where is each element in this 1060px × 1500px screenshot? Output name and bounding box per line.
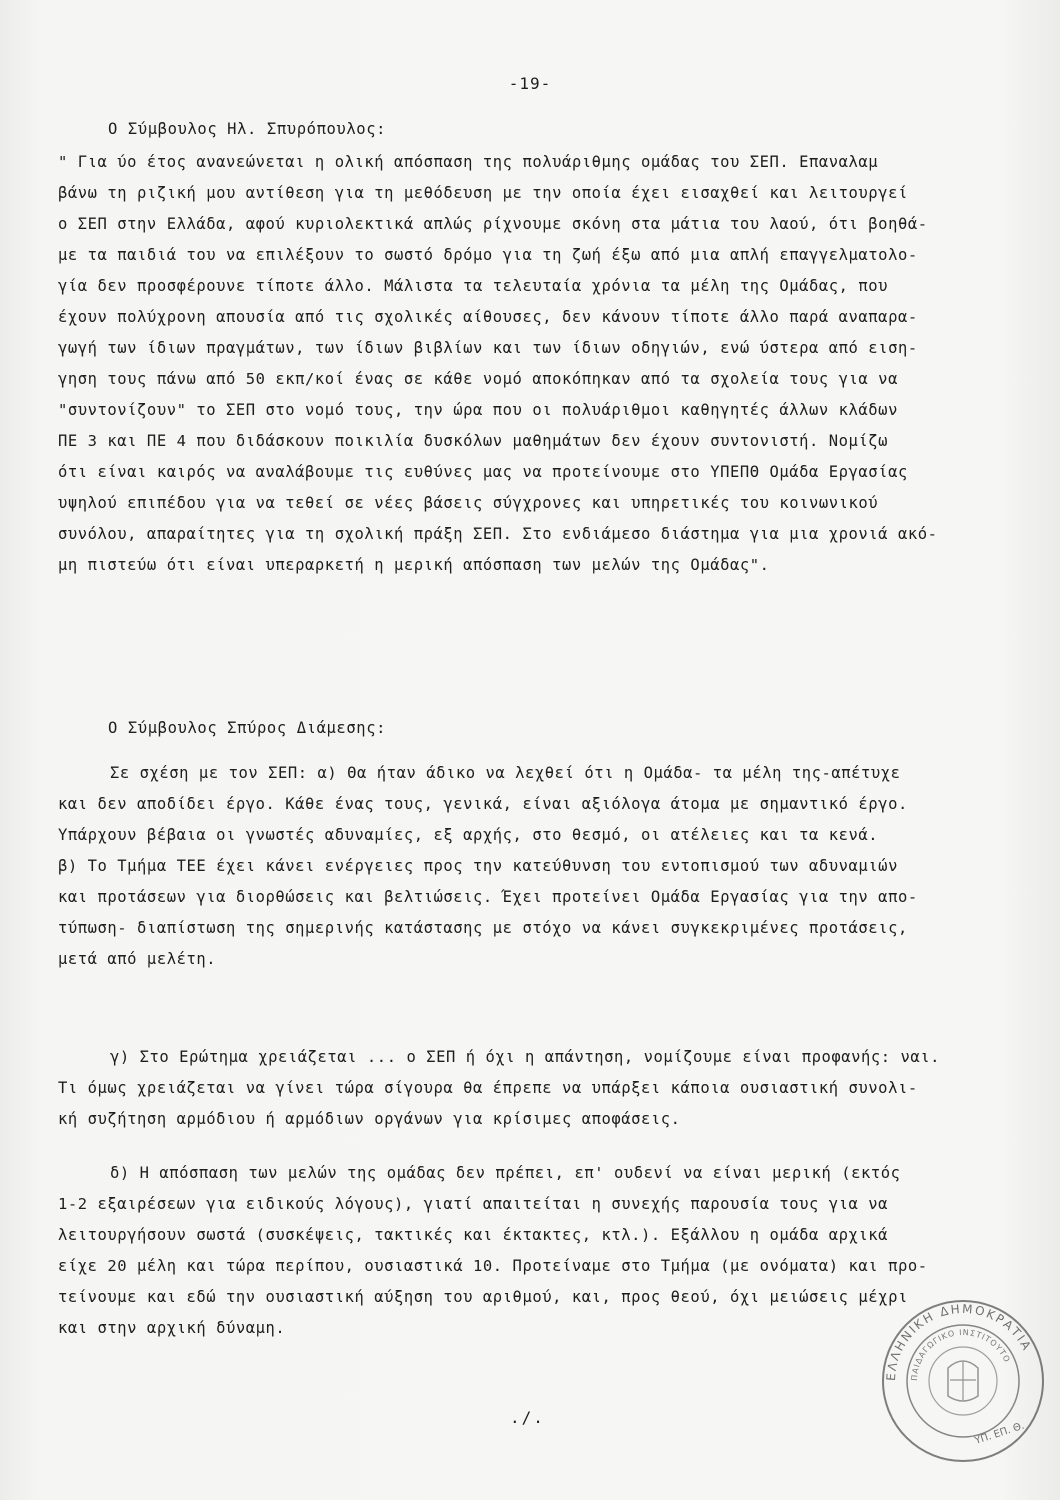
bleed-through-text bbox=[560, 128, 569, 144]
text-line: συνόλου, απαραίτητες για τη σχολική πράξη ΣΕΠ. Στο ενδιάμεσο διάστημα για μια χρονιά ακό- bbox=[58, 525, 938, 543]
text-line: γωγή των ίδιων πραγμάτων, των ίδιων βιβλίων και των ίδιων οδηγιών, ενώ ύστερα από ειση- bbox=[58, 339, 918, 357]
stamp-bottom-text: ΥΠ. ΕΠ. Θ. bbox=[973, 1420, 1026, 1447]
text-line: τύπωση- διαπίστωση της σημερινής κατάστασης με στόχο να κάνει συγκεκριμένες προτάσεις, bbox=[58, 919, 908, 937]
text-line: και δεν αποδίδει έργο. Κάθε ένας τους, γενικά, είναι αξιόλογα άτομα με σημαντικό έργο. bbox=[58, 795, 908, 813]
text-line: " Για ύο έτος ανανεώνεται η ολική απόσπαση της πολυάριθμης ομάδας του ΣΕΠ. Επαναλαμ bbox=[58, 153, 879, 171]
text-line: μη πιστεύω ότι είναι υπεραρκετή η μερική απόσπαση των μελών της Ομάδας". bbox=[58, 556, 770, 574]
text-line: ότι είναι καιρός να αναλάβουμε τις ευθύνες μας να προτείνουμε στο ΥΠΕΠΘ Ομάδα Εργασίας bbox=[58, 463, 908, 481]
text-line: και προτάσεων για διορθώσεις και βελτιώσεις. Έχει προτείνει Ομάδα Εργασίας για την απο- bbox=[58, 888, 918, 906]
text-line: μετά από μελέτη. bbox=[58, 950, 217, 968]
speaker-heading-diamesis: Ο Σύμβουλος Σπύρος Διάμεσης: bbox=[108, 719, 387, 737]
stamp-inner-text: ΠΑΙΔΑΓΩΓΙΚΟ ΙΝΣΤΙΤΟΥΤΟ bbox=[909, 1327, 1012, 1382]
page-number: -19- bbox=[508, 74, 552, 93]
speaker-heading-spyropoulos: Ο Σύμβουλος Ηλ. Σπυρόπουλος: bbox=[108, 120, 387, 138]
text-line: με τα παιδιά του να επιλέξουν το σωστό δρόμο για τη ζωή έξω από μια απλή επαγγελματολο- bbox=[58, 246, 918, 264]
text-line: έχουν πολύχρονη απουσία από τις σχολικές αίθουσες, δεν κάνουν τίποτε άλλο παρά αναπαρα- bbox=[58, 308, 918, 326]
text-line: ΠΕ 3 και ΠΕ 4 που διδάσκουν ποικιλία δυσκόλων μαθημάτων δεν έχουν συντονιστή. Νομίζω bbox=[58, 432, 889, 450]
stamp-outer-text: ΕΛΛΗΝΙΚΗ ΔΗΜΟΚΡΑΤΙΑ bbox=[883, 1301, 1035, 1382]
text-line: βάνω τη ριζική μου αντίθεση για τη μεθόδευση με την οποία έχει εισαχθεί και λειτουργεί bbox=[58, 184, 908, 202]
statement-spyropoulos bbox=[58, 147, 1018, 581]
official-stamp bbox=[878, 1296, 1048, 1466]
text-line: κή συζήτηση αρμόδιου ή αρμόδιων οργάνων για κρίσιμες αποφάσεις. bbox=[58, 1110, 681, 1128]
statement-diamesis-a-b bbox=[58, 758, 1018, 975]
text-line: β) Το Τμήμα ΤΕΕ έχει κάνει ενέργειες προς την κατεύθυνση του εντοπισμού των αδυναμιών bbox=[58, 857, 898, 875]
svg-text:ΕΛΛΗΝΙΚΗ ΔΗΜΟΚΡΑΤΙΑ bbox=[884, 1302, 1035, 1382]
text-line: λειτουργήσουν σωστά (συσκέψεις, τακτικές και έκτακτες, κτλ.). Εξάλλου η ομάδα αρχικά bbox=[58, 1226, 889, 1244]
text-line: γία δεν προσφέρουνε τίποτε άλλο. Μάλιστα τα τελευταία χρόνια τα μέλη της Ομάδας, που bbox=[58, 277, 889, 295]
text-line: και στην αρχική δύναμη. bbox=[58, 1319, 286, 1337]
text-line: 1-2 εξαιρέσεων για ειδικούς λόγους), γιατί απαιτείται η συνεχής παρουσία τους για να bbox=[58, 1195, 889, 1213]
text-line: Σε σχέση με τον ΣΕΠ: α) Θα ήταν άδικο να λεχθεί ότι η Ομάδα- τα μέλη της-απέτυχε bbox=[110, 764, 901, 782]
text-line: είχε 20 μέλη και τώρα περίπου, ουσιαστικά 10. Προτείναμε στο Τμήμα (με ονόματα) και προ- bbox=[58, 1257, 928, 1275]
text-line: "συντονίζουν" το ΣΕΠ στο νομό τους, την ώρα που οι πολυάριθμοι καθηγητές άλλων κλάδων bbox=[58, 401, 898, 419]
text-line: υψηλού επιπέδου για να τεθεί σε νέες βάσεις σύγχρονες και υπηρετικές του κοινωνικού bbox=[58, 494, 879, 512]
text-line: δ) Η απόσπαση των μελών της ομάδας δεν πρέπει, επ' ουδενί να είναι μερική (εκτός bbox=[110, 1164, 901, 1182]
text-line: τείνουμε και εδώ την ουσιαστική αύξηση του αριθμού, και, προς θεού, όχι μειώσεις μέχρι bbox=[58, 1288, 908, 1306]
text-line: γηση τους πάνω από 50 εκπ/κοί ένας σε κάθε νομό αποκόπηκαν από τα σχολεία τους για να bbox=[58, 370, 898, 388]
statement-diamesis-d bbox=[58, 1158, 1018, 1344]
statement-diamesis-c bbox=[58, 1042, 1018, 1135]
text-line-handwritten: γ) Στο Ερώτημα χρειάζεται ... ο ΣΕΠ ή όχι η απάντηση, νομίζουμε είναι προφανής: ναι. bbox=[110, 1048, 941, 1066]
stamp-emblem-icon bbox=[948, 1361, 978, 1401]
text-line: Τι όμως χρειάζεται να γίνει τώρα σίγουρα θα έπρεπε να υπάρξει κάποια ουσιαστική συνολι- bbox=[58, 1079, 918, 1097]
text-line: Υπάρχουν βέβαια οι γνωστές αδυναμίες, εξ αρχής, στο θεσμό, οι ατέλειες και τα κενά. bbox=[58, 826, 879, 844]
continuation-mark: ./. bbox=[510, 1408, 545, 1427]
text-line: ο ΣΕΠ στην Ελλάδα, αφού κυριολεκτικά απλώς ρίχνουμε σκόνη στα μάτια του λαού, ότι βοηθά- bbox=[58, 215, 928, 233]
